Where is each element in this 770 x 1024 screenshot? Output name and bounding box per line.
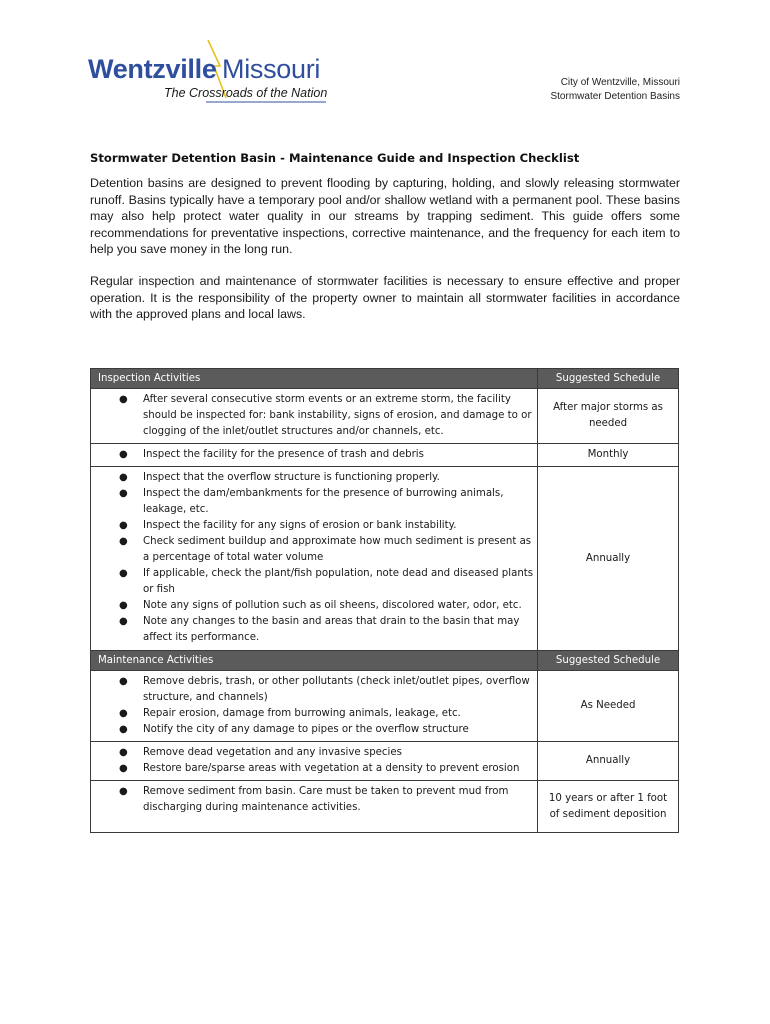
list-item <box>91 486 533 518</box>
item-text: Note any changes to the basin and areas that drain to the basin that may affect its performance. <box>143 616 520 643</box>
maintenance-schedule-cell: As Needed <box>538 671 679 742</box>
bullet-icon: ● <box>119 449 128 460</box>
inspection-activities-cell <box>91 467 538 651</box>
inspection-schedule-cell: After major storms as needed <box>538 389 679 444</box>
item-text: After several consecutive storm events or an extreme storm, the facility should be inspected for: bank instability, signs of erosion, and damage to or clogging of the inlet/outlet structures and/or channels, etc. <box>143 394 532 437</box>
inspection-schedule-cell: Monthly <box>538 444 679 467</box>
inspection-activities-cell <box>91 389 538 444</box>
logo-tagline: The Crossroads of the Nation <box>164 86 328 100</box>
item-text: Notify the city of any damage to pipes or the overflow structure <box>143 724 469 735</box>
item-text: Note any signs of pollution such as oil sheens, discolored water, odor, etc. <box>143 600 522 611</box>
bullet-icon: ● <box>119 394 128 405</box>
inspection-schedule-cell: Annually <box>538 467 679 651</box>
item-text: Remove dead vegetation and any invasive species <box>143 747 402 758</box>
list-item <box>91 470 533 486</box>
header-subject: Stormwater Detention Basins <box>550 90 680 102</box>
maintenance-schedule-heading: Suggested Schedule <box>538 651 679 671</box>
list-item <box>91 447 533 463</box>
list-item <box>91 761 533 777</box>
item-text: Inspect that the overflow structure is functioning properly. <box>143 472 440 483</box>
bullet-icon: ● <box>119 472 128 483</box>
bullet-icon: ● <box>119 676 128 687</box>
intro-paragraph: Detention basins are designed to prevent flooding by capturing, holding, and slowly releasing stormwater runoff. Basins typically have a temporary pool and/or shallow wetland with a permanent pool. These basins may also help protect water quality in our streams by trapping sediment. This guide offers some recommendations for preventative inspections, corrective maintenance, and the frequency for each item to help you save money in the long run. <box>90 176 680 257</box>
bullet-icon: ● <box>119 488 128 499</box>
list-item <box>91 784 533 816</box>
maintenance-header-row <box>91 651 679 671</box>
inspection-row <box>91 389 679 444</box>
bullet-icon: ● <box>119 708 128 719</box>
inspection-item-list <box>91 444 537 466</box>
document-header <box>550 76 680 103</box>
checklist-table <box>90 368 679 833</box>
bullet-icon: ● <box>119 724 128 735</box>
inspection-item-list <box>91 467 537 649</box>
maintenance-row <box>91 671 679 742</box>
list-item <box>91 392 533 440</box>
inspection-row <box>91 444 679 467</box>
item-text: Remove sediment from basin. Care must be taken to prevent mud from discharging during maintenance activities. <box>143 786 509 813</box>
inspection-row <box>91 467 679 651</box>
inspection-item-list <box>91 389 537 443</box>
bullet-icon: ● <box>119 786 128 797</box>
inspection-header-row <box>91 369 679 389</box>
item-text: Inspect the facility for the presence of trash and debris <box>143 449 424 460</box>
maintenance-row <box>91 742 679 781</box>
bullet-icon: ● <box>119 763 128 774</box>
list-item <box>91 722 533 738</box>
list-item <box>91 706 533 722</box>
header-city: City of Wentzville, Missouri <box>560 77 680 88</box>
list-item <box>91 674 533 706</box>
item-text: Repair erosion, damage from burrowing animals, leakage, etc. <box>143 708 461 719</box>
inspection-schedule-heading: Suggested Schedule <box>538 369 679 389</box>
list-item <box>91 614 533 646</box>
inspection-activities-cell <box>91 444 538 467</box>
maintenance-item-list <box>91 742 537 780</box>
logo-brand-bold: Wentzville <box>88 54 217 84</box>
maintenance-row <box>91 781 679 833</box>
list-item <box>91 566 533 598</box>
maintenance-schedule-cell: 10 years or after 1 foot of sediment deposition <box>538 781 679 833</box>
maintenance-activities-cell <box>91 742 538 781</box>
bullet-icon: ● <box>119 520 128 531</box>
responsibility-paragraph: Regular inspection and maintenance of stormwater facilities is necessary to ensure effective and proper operation. It is the responsibility of the property owner to maintain all stormwater facilities in accordance with the approved plans and local laws. <box>90 274 680 322</box>
item-text: If applicable, check the plant/fish population, note dead and diseased plants or fish <box>143 568 534 595</box>
bullet-icon: ● <box>119 616 128 627</box>
bullet-icon: ● <box>119 747 128 758</box>
bullet-icon: ● <box>119 568 128 579</box>
maintenance-schedule-cell: Annually <box>538 742 679 781</box>
item-text: Check sediment buildup and approximate how much sediment is present as a percentage of total water volume <box>143 536 532 563</box>
bullet-icon: ● <box>119 600 128 611</box>
maintenance-item-list <box>91 781 537 819</box>
maintenance-item-list <box>91 671 537 741</box>
maintenance-activities-cell <box>91 781 538 833</box>
item-text: Restore bare/sparse areas with vegetation at a density to prevent erosion <box>143 763 520 774</box>
wentzville-logo <box>86 38 336 106</box>
item-text: Remove debris, trash, or other pollutants (check inlet/outlet pipes, overflow structure, and channels) <box>143 676 530 703</box>
list-item <box>91 745 533 761</box>
logo-brand-light: Missouri <box>222 54 321 84</box>
list-item <box>91 598 533 614</box>
maintenance-heading: Maintenance Activities <box>91 651 538 671</box>
list-item <box>91 518 533 534</box>
item-text: Inspect the dam/embankments for the presence of burrowing animals, leakage, etc. <box>143 488 504 515</box>
list-item <box>91 534 533 566</box>
inspection-heading: Inspection Activities <box>91 369 538 389</box>
item-text: Inspect the facility for any signs of erosion or bank instability. <box>143 520 457 531</box>
bullet-icon: ● <box>119 536 128 547</box>
maintenance-activities-cell <box>91 671 538 742</box>
document-title: Stormwater Detention Basin - Maintenance Guide and Inspection Checklist <box>90 151 580 165</box>
